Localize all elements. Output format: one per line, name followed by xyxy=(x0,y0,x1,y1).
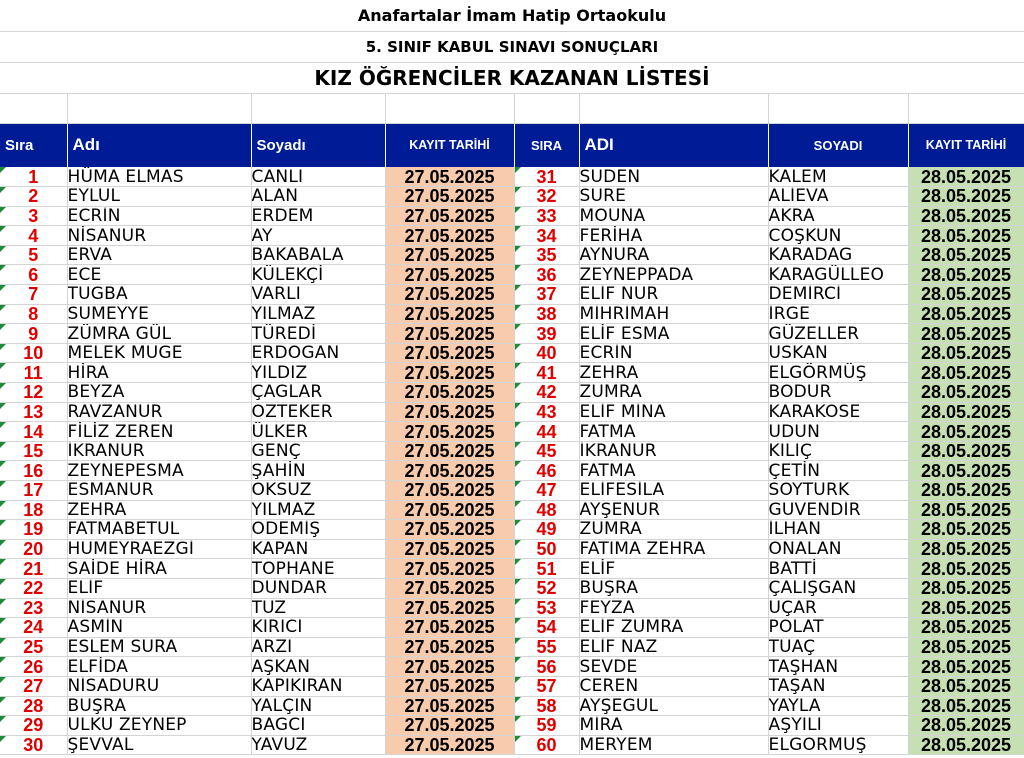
right-surname-cell[interactable]: GÜZELLER xyxy=(768,324,908,344)
table-row xyxy=(0,735,1024,755)
right-date-cell[interactable]: 28.05.2025 xyxy=(908,657,1024,677)
table-row xyxy=(0,441,1024,461)
right-name-cell[interactable]: SUDEN xyxy=(579,167,768,187)
right-surname-cell[interactable]: ELGÖRMÜŞ xyxy=(768,735,908,755)
left-name-cell[interactable]: ERVA xyxy=(67,245,251,265)
right-date-cell[interactable]: 28.05.2025 xyxy=(908,363,1024,383)
left-number-cell[interactable]: 14 xyxy=(0,422,67,442)
right-date-cell[interactable]: 28.05.2025 xyxy=(908,285,1024,305)
right-name-cell[interactable]: AYŞENUR xyxy=(579,500,768,520)
left-number-cell[interactable]: 3 xyxy=(0,206,67,226)
table-row xyxy=(0,245,1024,265)
right-surname-cell[interactable]: ÇALIŞGAN xyxy=(768,578,908,598)
right-surname-cell[interactable]: AKRA xyxy=(768,206,908,226)
right-number-cell[interactable]: 36 xyxy=(514,265,579,285)
left-date-cell[interactable]: 27.05.2025 xyxy=(385,402,514,422)
left-date-cell[interactable]: 27.05.2025 xyxy=(385,245,514,265)
left-name-cell[interactable]: RAVZANUR xyxy=(67,402,251,422)
right-surname-cell[interactable]: YAYLA xyxy=(768,696,908,716)
right-date-cell[interactable]: 28.05.2025 xyxy=(908,598,1024,618)
left-number-cell[interactable]: 30 xyxy=(0,735,67,755)
empty-cell[interactable] xyxy=(579,94,768,123)
right-name-cell[interactable]: ZEHRA xyxy=(579,363,768,383)
right-date-cell[interactable]: 28.05.2025 xyxy=(908,461,1024,481)
table-row xyxy=(0,539,1024,559)
left-name-cell[interactable]: BEYZA xyxy=(67,383,251,403)
left-date-cell[interactable]: 27.05.2025 xyxy=(385,324,514,344)
left-name-cell[interactable]: ZÜMRA GÜL xyxy=(67,324,251,344)
left-surname-cell[interactable]: KAPIKIRAN xyxy=(251,676,385,696)
left-name-cell[interactable]: ECE xyxy=(67,265,251,285)
table-row xyxy=(0,618,1024,638)
table-row xyxy=(0,696,1024,716)
right-date-cell[interactable]: 28.05.2025 xyxy=(908,422,1024,442)
right-surname-cell[interactable]: KARAKÖSE xyxy=(768,402,908,422)
right-date-cell[interactable]: 28.05.2025 xyxy=(908,618,1024,638)
right-date-cell[interactable]: 28.05.2025 xyxy=(908,676,1024,696)
table-row xyxy=(0,598,1024,618)
left-name-cell[interactable]: NİSANUR xyxy=(67,226,251,246)
table-row xyxy=(0,187,1024,207)
school-title: Anafartalar İmam Hatip Ortaokulu xyxy=(0,0,1024,32)
left-name-cell[interactable]: ECRİN xyxy=(67,206,251,226)
right-date-cell[interactable]: 28.05.2025 xyxy=(908,383,1024,403)
left-surname-cell[interactable]: ÜLKER xyxy=(251,422,385,442)
right-surname-cell[interactable]: KARAGÜLLEO xyxy=(768,265,908,285)
left-date-cell[interactable]: 27.05.2025 xyxy=(385,657,514,677)
left-number-cell[interactable]: 7 xyxy=(0,285,67,305)
left-date-cell[interactable]: 27.05.2025 xyxy=(385,735,514,755)
header-kayit-right[interactable]: KAYIT TARİHİ xyxy=(908,123,1024,167)
left-number-cell[interactable]: 13 xyxy=(0,402,67,422)
right-surname-cell[interactable]: İLHAN xyxy=(768,520,908,540)
left-surname-cell[interactable]: YALÇIN xyxy=(251,696,385,716)
header-kayit-left[interactable]: KAYIT TARİHİ xyxy=(385,123,514,167)
right-name-cell[interactable]: ZEYNEPPADA xyxy=(579,265,768,285)
left-number-cell[interactable]: 18 xyxy=(0,500,67,520)
left-surname-cell[interactable]: KIRICI xyxy=(251,618,385,638)
table-row xyxy=(0,716,1024,736)
right-number-cell[interactable]: 52 xyxy=(514,578,579,598)
left-surname-cell[interactable]: ERDOĞAN xyxy=(251,343,385,363)
right-name-cell[interactable]: AYŞEGÜL xyxy=(579,696,768,716)
left-name-cell[interactable]: FİLİZ ZEREN xyxy=(67,422,251,442)
left-date-cell[interactable]: 27.05.2025 xyxy=(385,481,514,501)
left-number-cell[interactable]: 4 xyxy=(0,226,67,246)
header-soyadi-left[interactable]: Soyadı xyxy=(251,123,385,167)
right-date-cell[interactable]: 28.05.2025 xyxy=(908,559,1024,579)
left-number-cell[interactable]: 23 xyxy=(0,598,67,618)
left-date-cell[interactable]: 27.05.2025 xyxy=(385,539,514,559)
left-number-cell[interactable]: 11 xyxy=(0,363,67,383)
table-row xyxy=(0,206,1024,226)
table-row xyxy=(0,285,1024,305)
right-surname-cell[interactable]: ÖNALAN xyxy=(768,539,908,559)
right-name-cell[interactable]: ELİFESİLA xyxy=(579,481,768,501)
left-name-cell[interactable]: HİRA xyxy=(67,363,251,383)
left-number-cell[interactable]: 17 xyxy=(0,481,67,501)
right-name-cell[interactable]: FEYZA xyxy=(579,598,768,618)
right-surname-cell[interactable]: UDUN xyxy=(768,422,908,442)
right-date-cell[interactable]: 28.05.2025 xyxy=(908,167,1024,187)
right-date-cell[interactable]: 28.05.2025 xyxy=(908,716,1024,736)
left-date-cell[interactable]: 27.05.2025 xyxy=(385,343,514,363)
right-surname-cell[interactable]: BODUR xyxy=(768,383,908,403)
right-surname-cell[interactable]: TAŞHAN xyxy=(768,657,908,677)
table-row xyxy=(0,578,1024,598)
right-name-cell[interactable]: ECRİN xyxy=(579,343,768,363)
left-number-cell[interactable]: 25 xyxy=(0,637,67,657)
left-number-cell[interactable]: 9 xyxy=(0,324,67,344)
left-date-cell[interactable]: 27.05.2025 xyxy=(385,637,514,657)
student-rows xyxy=(0,167,1024,755)
left-surname-cell[interactable]: ÇAĞLAR xyxy=(251,383,385,403)
left-surname-cell[interactable]: ŞAHİN xyxy=(251,461,385,481)
right-surname-cell[interactable]: SOYTÜRK xyxy=(768,481,908,501)
left-number-cell[interactable]: 10 xyxy=(0,343,67,363)
right-number-cell[interactable]: 56 xyxy=(514,657,579,677)
left-surname-cell[interactable]: ÖZTEKER xyxy=(251,402,385,422)
left-date-cell[interactable]: 27.05.2025 xyxy=(385,187,514,207)
right-number-cell[interactable]: 54 xyxy=(514,618,579,638)
right-date-cell[interactable]: 28.05.2025 xyxy=(908,637,1024,657)
right-surname-cell[interactable]: DEMİRCİ xyxy=(768,285,908,305)
left-number-cell[interactable]: 19 xyxy=(0,520,67,540)
right-number-cell[interactable]: 34 xyxy=(514,226,579,246)
left-surname-cell[interactable]: YILMAZ xyxy=(251,304,385,324)
left-number-cell[interactable]: 24 xyxy=(0,618,67,638)
table-row xyxy=(0,304,1024,324)
left-date-cell[interactable]: 27.05.2025 xyxy=(385,598,514,618)
left-number-cell[interactable]: 8 xyxy=(0,304,67,324)
header-adi-right[interactable]: ADI xyxy=(579,123,768,167)
left-date-cell[interactable]: 27.05.2025 xyxy=(385,578,514,598)
left-name-cell[interactable]: TUĞBA xyxy=(67,285,251,305)
right-number-cell[interactable]: 58 xyxy=(514,696,579,716)
left-date-cell[interactable]: 27.05.2025 xyxy=(385,716,514,736)
left-number-cell[interactable]: 15 xyxy=(0,441,67,461)
right-number-cell[interactable]: 49 xyxy=(514,520,579,540)
right-name-cell[interactable]: FERİHA xyxy=(579,226,768,246)
table-row xyxy=(0,637,1024,657)
right-name-cell[interactable]: ELİF MİNA xyxy=(579,402,768,422)
right-surname-cell[interactable]: KALEM xyxy=(768,167,908,187)
right-number-cell[interactable]: 37 xyxy=(514,285,579,305)
right-number-cell[interactable]: 45 xyxy=(514,441,579,461)
left-surname-cell[interactable]: BAKABALA xyxy=(251,245,385,265)
right-number-cell[interactable]: 57 xyxy=(514,676,579,696)
left-date-cell[interactable]: 27.05.2025 xyxy=(385,500,514,520)
left-surname-cell[interactable]: TOPHANE xyxy=(251,559,385,579)
right-name-cell[interactable]: FATMA xyxy=(579,461,768,481)
right-date-cell[interactable]: 28.05.2025 xyxy=(908,226,1024,246)
empty-cell[interactable] xyxy=(768,94,908,123)
left-name-cell[interactable]: ÜLKÜ ZEYNEP xyxy=(67,716,251,736)
table-row xyxy=(0,363,1024,383)
right-name-cell[interactable]: SURE xyxy=(579,187,768,207)
left-surname-cell[interactable]: YILMAZ xyxy=(251,500,385,520)
empty-cell[interactable] xyxy=(385,94,514,123)
right-date-cell[interactable]: 28.05.2025 xyxy=(908,520,1024,540)
right-number-cell[interactable]: 60 xyxy=(514,735,579,755)
right-number-cell[interactable]: 51 xyxy=(514,559,579,579)
left-surname-cell[interactable]: ARZI xyxy=(251,637,385,657)
left-number-cell[interactable]: 12 xyxy=(0,383,67,403)
right-number-cell[interactable]: 39 xyxy=(514,324,579,344)
left-name-cell[interactable]: İKRANUR xyxy=(67,441,251,461)
right-date-cell[interactable]: 28.05.2025 xyxy=(908,539,1024,559)
right-number-cell[interactable]: 40 xyxy=(514,343,579,363)
right-name-cell[interactable]: FATIMA ZEHRA xyxy=(579,539,768,559)
left-date-cell[interactable]: 27.05.2025 xyxy=(385,559,514,579)
left-name-cell[interactable]: ASMİN xyxy=(67,618,251,638)
right-surname-cell[interactable]: GÜVENDİR xyxy=(768,500,908,520)
right-date-cell[interactable]: 28.05.2025 xyxy=(908,206,1024,226)
table-row xyxy=(0,559,1024,579)
empty-cell[interactable] xyxy=(67,94,251,123)
right-surname-cell[interactable]: BATTİ xyxy=(768,559,908,579)
right-name-cell[interactable]: ZÜMRA xyxy=(579,520,768,540)
left-date-cell[interactable]: 27.05.2025 xyxy=(385,461,514,481)
left-date-cell[interactable]: 27.05.2025 xyxy=(385,383,514,403)
right-date-cell[interactable]: 28.05.2025 xyxy=(908,324,1024,344)
right-number-cell[interactable]: 50 xyxy=(514,539,579,559)
right-number-cell[interactable]: 41 xyxy=(514,363,579,383)
table-row xyxy=(0,422,1024,442)
left-surname-cell[interactable]: AŞKAN xyxy=(251,657,385,677)
left-number-cell[interactable]: 20 xyxy=(0,539,67,559)
right-name-cell[interactable]: İKRANUR xyxy=(579,441,768,461)
right-surname-cell[interactable]: UÇAR xyxy=(768,598,908,618)
left-number-cell[interactable]: 16 xyxy=(0,461,67,481)
right-name-cell[interactable]: ELİF NUR xyxy=(579,285,768,305)
right-number-cell[interactable]: 44 xyxy=(514,422,579,442)
left-date-cell[interactable]: 27.05.2025 xyxy=(385,422,514,442)
right-date-cell[interactable]: 28.05.2025 xyxy=(908,441,1024,461)
header-row xyxy=(0,123,1024,167)
right-surname-cell[interactable]: POLAT xyxy=(768,618,908,638)
table-row xyxy=(0,500,1024,520)
left-date-cell[interactable]: 27.05.2025 xyxy=(385,285,514,305)
left-date-cell[interactable]: 27.05.2025 xyxy=(385,520,514,540)
right-name-cell[interactable]: MERYEM xyxy=(579,735,768,755)
left-number-cell[interactable]: 22 xyxy=(0,578,67,598)
right-name-cell[interactable]: BÜŞRA xyxy=(579,578,768,598)
right-number-cell[interactable]: 35 xyxy=(514,245,579,265)
table-row xyxy=(0,167,1024,187)
right-surname-cell[interactable]: AŞYILI xyxy=(768,716,908,736)
left-surname-cell[interactable]: ALAN xyxy=(251,187,385,207)
right-surname-cell[interactable]: USKAN xyxy=(768,343,908,363)
right-name-cell[interactable]: ELİF NAZ xyxy=(579,637,768,657)
header-soyadi-right[interactable]: SOYADI xyxy=(768,123,908,167)
right-name-cell[interactable]: ELİF ZÜMRA xyxy=(579,618,768,638)
right-number-cell[interactable]: 59 xyxy=(514,716,579,736)
left-name-cell[interactable]: ŞEVVAL xyxy=(67,735,251,755)
right-date-cell[interactable]: 28.05.2025 xyxy=(908,500,1024,520)
right-date-cell[interactable]: 28.05.2025 xyxy=(908,245,1024,265)
right-date-cell[interactable]: 28.05.2025 xyxy=(908,735,1024,755)
right-number-cell[interactable]: 48 xyxy=(514,500,579,520)
right-number-cell[interactable]: 31 xyxy=(514,167,579,187)
left-name-cell[interactable]: NİSANUR xyxy=(67,598,251,618)
left-number-cell[interactable]: 27 xyxy=(0,676,67,696)
table-row xyxy=(0,324,1024,344)
right-date-cell[interactable]: 28.05.2025 xyxy=(908,578,1024,598)
right-name-cell[interactable]: CEREN xyxy=(579,676,768,696)
table-row xyxy=(0,520,1024,540)
table-row xyxy=(0,461,1024,481)
right-number-cell[interactable]: 46 xyxy=(514,461,579,481)
right-surname-cell[interactable]: İRGE xyxy=(768,304,908,324)
right-date-cell[interactable]: 28.05.2025 xyxy=(908,402,1024,422)
left-name-cell[interactable]: SÜMEYYE xyxy=(67,304,251,324)
left-number-cell[interactable]: 1 xyxy=(0,167,67,187)
right-date-cell[interactable]: 28.05.2025 xyxy=(908,343,1024,363)
table-row xyxy=(0,383,1024,403)
left-surname-cell[interactable]: BAĞCI xyxy=(251,716,385,736)
left-date-cell[interactable]: 27.05.2025 xyxy=(385,206,514,226)
header-adi-left[interactable]: Adı xyxy=(67,123,251,167)
left-name-cell[interactable]: ELFİDA xyxy=(67,657,251,677)
left-name-cell[interactable]: FATMABETÜL xyxy=(67,520,251,540)
right-name-cell[interactable]: SEVDE xyxy=(579,657,768,677)
left-name-cell[interactable]: ESLEM SURA xyxy=(67,637,251,657)
left-date-cell[interactable]: 27.05.2025 xyxy=(385,676,514,696)
right-name-cell[interactable]: AYNURA xyxy=(579,245,768,265)
empty-cell[interactable] xyxy=(514,94,579,123)
right-name-cell[interactable]: MİRA xyxy=(579,716,768,736)
left-name-cell[interactable]: NİSADURU xyxy=(67,676,251,696)
table-row xyxy=(0,265,1024,285)
right-date-cell[interactable]: 28.05.2025 xyxy=(908,696,1024,716)
left-surname-cell[interactable]: VARLI xyxy=(251,285,385,305)
right-surname-cell[interactable]: ÇETİN xyxy=(768,461,908,481)
right-number-cell[interactable]: 38 xyxy=(514,304,579,324)
right-surname-cell[interactable]: KARADAĞ xyxy=(768,245,908,265)
left-surname-cell[interactable]: DÜNDAR xyxy=(251,578,385,598)
right-surname-cell[interactable]: ALİEVA xyxy=(768,187,908,207)
right-number-cell[interactable]: 55 xyxy=(514,637,579,657)
left-surname-cell[interactable]: YILDIZ xyxy=(251,363,385,383)
left-surname-cell[interactable]: YAVUZ xyxy=(251,735,385,755)
table-row xyxy=(0,481,1024,501)
left-surname-cell[interactable]: KÜLEKÇİ xyxy=(251,265,385,285)
left-date-cell[interactable]: 27.05.2025 xyxy=(385,618,514,638)
left-date-cell[interactable]: 27.05.2025 xyxy=(385,167,514,187)
left-name-cell[interactable]: ELİF xyxy=(67,578,251,598)
empty-cell[interactable] xyxy=(0,94,67,123)
left-number-cell[interactable]: 6 xyxy=(0,265,67,285)
left-number-cell[interactable]: 26 xyxy=(0,657,67,677)
right-surname-cell[interactable]: ELGÖRMÜŞ xyxy=(768,363,908,383)
right-name-cell[interactable]: MİHRİMAH xyxy=(579,304,768,324)
left-number-cell[interactable]: 2 xyxy=(0,187,67,207)
right-number-cell[interactable]: 43 xyxy=(514,402,579,422)
right-name-cell[interactable]: FATMA xyxy=(579,422,768,442)
left-number-cell[interactable]: 28 xyxy=(0,696,67,716)
left-name-cell[interactable]: EYLÜL xyxy=(67,187,251,207)
right-surname-cell[interactable]: COŞKUN xyxy=(768,226,908,246)
right-number-cell[interactable]: 47 xyxy=(514,481,579,501)
results-table xyxy=(0,94,1024,755)
right-name-cell[interactable]: ELİF ESMA xyxy=(579,324,768,344)
left-name-cell[interactable]: ESMANUR xyxy=(67,481,251,501)
left-date-cell[interactable]: 27.05.2025 xyxy=(385,226,514,246)
blank-row xyxy=(0,94,1024,123)
table-row xyxy=(0,402,1024,422)
left-date-cell[interactable]: 27.05.2025 xyxy=(385,304,514,324)
left-name-cell[interactable]: HÜMA ELMAS xyxy=(67,167,251,187)
left-surname-cell[interactable]: ÖKSÜZ xyxy=(251,481,385,501)
right-surname-cell[interactable]: TAŞAN xyxy=(768,676,908,696)
header-sira-left[interactable]: Sıra xyxy=(0,123,67,167)
left-number-cell[interactable]: 21 xyxy=(0,559,67,579)
table-row xyxy=(0,343,1024,363)
right-number-cell[interactable]: 33 xyxy=(514,206,579,226)
left-name-cell[interactable]: BÜŞRA xyxy=(67,696,251,716)
right-date-cell[interactable]: 28.05.2025 xyxy=(908,481,1024,501)
right-date-cell[interactable]: 28.05.2025 xyxy=(908,187,1024,207)
left-surname-cell[interactable]: ERDEM xyxy=(251,206,385,226)
header-sira-right[interactable]: SIRA xyxy=(514,123,579,167)
right-surname-cell[interactable]: TUAÇ xyxy=(768,637,908,657)
right-surname-cell[interactable]: KILIÇ xyxy=(768,441,908,461)
right-date-cell[interactable]: 28.05.2025 xyxy=(908,304,1024,324)
table-row xyxy=(0,226,1024,246)
left-name-cell[interactable]: ZEHRA xyxy=(67,500,251,520)
left-name-cell[interactable]: MELEK MÜGE xyxy=(67,343,251,363)
left-name-cell[interactable]: HÜMEYRAEZGİ xyxy=(67,539,251,559)
exam-title: 5. SINIF KABUL SINAVI SONUÇLARI xyxy=(0,32,1024,63)
left-date-cell[interactable]: 27.05.2025 xyxy=(385,441,514,461)
left-date-cell[interactable]: 27.05.2025 xyxy=(385,363,514,383)
left-date-cell[interactable]: 27.05.2025 xyxy=(385,696,514,716)
right-date-cell[interactable]: 28.05.2025 xyxy=(908,265,1024,285)
left-number-cell[interactable]: 5 xyxy=(0,245,67,265)
left-date-cell[interactable]: 27.05.2025 xyxy=(385,265,514,285)
right-number-cell[interactable]: 42 xyxy=(514,383,579,403)
empty-cell[interactable] xyxy=(251,94,385,123)
right-name-cell[interactable]: MOUNA xyxy=(579,206,768,226)
table-row xyxy=(0,657,1024,677)
left-number-cell[interactable]: 29 xyxy=(0,716,67,736)
right-number-cell[interactable]: 32 xyxy=(514,187,579,207)
right-number-cell[interactable]: 53 xyxy=(514,598,579,618)
right-name-cell[interactable]: ZÜMRA xyxy=(579,383,768,403)
left-surname-cell[interactable]: KAPAN xyxy=(251,539,385,559)
left-surname-cell[interactable]: TUZ xyxy=(251,598,385,618)
left-surname-cell[interactable]: ÖDEMİŞ xyxy=(251,520,385,540)
list-title: KIZ ÖĞRENCİLER KAZANAN LİSTESİ xyxy=(0,63,1024,94)
right-name-cell[interactable]: ELİF xyxy=(579,559,768,579)
left-surname-cell[interactable]: GENÇ xyxy=(251,441,385,461)
left-name-cell[interactable]: SAİDE HİRA xyxy=(67,559,251,579)
left-surname-cell[interactable]: CANLI xyxy=(251,167,385,187)
empty-cell[interactable] xyxy=(908,94,1024,123)
left-name-cell[interactable]: ZEYNEPESMA xyxy=(67,461,251,481)
left-surname-cell[interactable]: AY xyxy=(251,226,385,246)
table-row xyxy=(0,676,1024,696)
left-surname-cell[interactable]: TÜREDİ xyxy=(251,324,385,344)
